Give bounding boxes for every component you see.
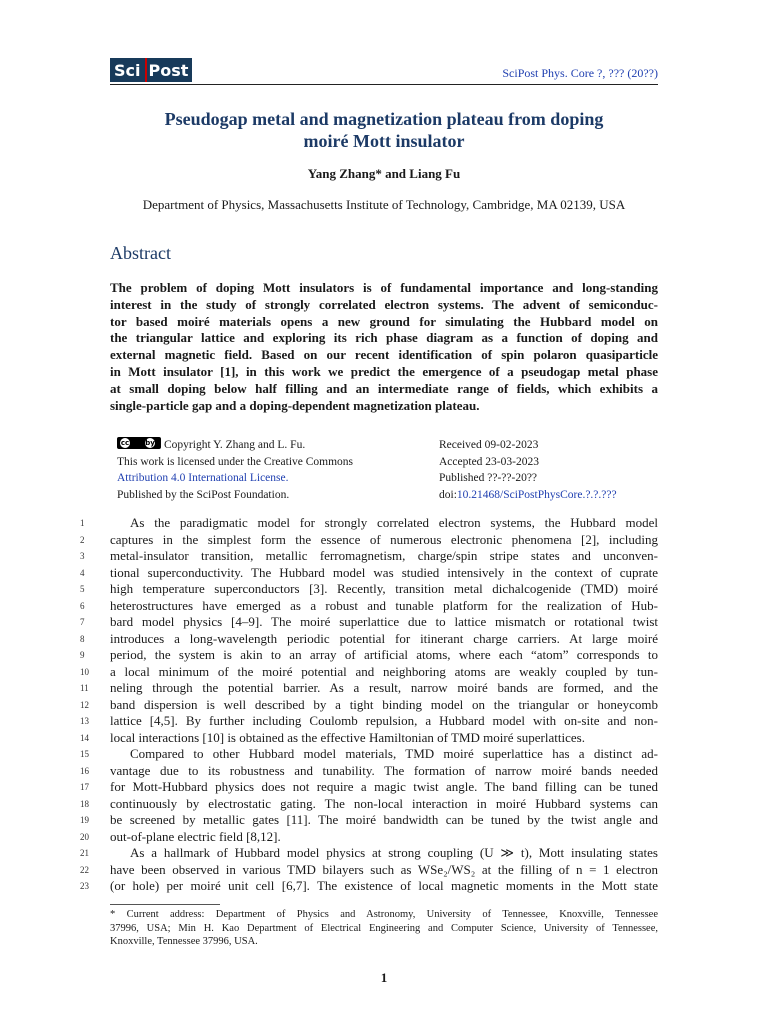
title-line-1: Pseudogap metal and magnetization plateau from doping: [164, 109, 604, 129]
body-line-text: period, the system is akin to an array of artificial atoms, where each “atom” corresponds to: [110, 647, 658, 662]
body-line-text: vantage due to its robustness and tunability. The formation of narrow moiré bands needed: [110, 762, 658, 778]
footnote-line: * Current address: Department of Physics and Astronomy, University of Tennessee, Knoxville, Tennessee: [110, 909, 658, 920]
body-line-text: As the paradigmatic model for strongly correlated electron systems, the Hubbard model: [130, 515, 658, 530]
published-date: Published ??-??-20??: [439, 472, 538, 484]
doi-prefix: doi:: [439, 488, 457, 501]
footnote-line: 37996, USA; Min H. Kao Department of Electrical Engineering and Computer Science, University of Tennessee,: [110, 922, 658, 934]
line-number: 14: [80, 732, 89, 743]
copyright-line: [117, 437, 417, 454]
body-line-text: lattice [4,5]. By further including Coulomb repulsion, a Hubbard model with on-site and non-: [110, 713, 658, 728]
body-line-text: a local minimum of the moiré potential and neighboring atoms are weakly coupled by tun-: [110, 663, 658, 679]
abstract-line: external magnetic field. Based on our recent identification of spin polaron quasiparticle: [110, 347, 658, 363]
body-line: [80, 878, 658, 895]
abstract-heading: Abstract: [110, 243, 171, 263]
doi-line: [439, 487, 659, 504]
line-number: 3: [80, 551, 85, 561]
cc-label: cc: [120, 439, 130, 447]
line-number: 18: [80, 798, 89, 809]
line-number: 22: [80, 864, 89, 875]
license-link[interactable]: Attribution 4.0 International License.: [117, 472, 289, 484]
scipost-logo: [110, 58, 192, 82]
line-number: 19: [80, 815, 89, 825]
by-label: by: [145, 439, 155, 447]
body-line: [80, 746, 658, 763]
line-number: 5: [80, 584, 85, 594]
page-header: [110, 58, 658, 85]
abstract-line: tor based moiré materials opens a new ground for simulating the Hubbard model on: [110, 313, 658, 329]
body-line-text: tional superconductivity. The Hubbard model was studied intensively in the context of cuprate: [110, 564, 658, 580]
line-number: 9: [80, 650, 85, 660]
journal-reference[interactable]: SciPost Phys. Core ?, ??? (20??): [502, 66, 658, 80]
body-line-text: Compared to other Hubbard model materials, TMD moiré superlattice has a distinct ad-: [130, 746, 658, 761]
logo-post: Post: [145, 58, 193, 82]
body-line-text: have been observed in various TMD bilayers such as WSe₂/WS₂ at the filling of n = 1 electron: [110, 861, 658, 877]
publisher-line: Published by the SciPost Foundation.: [117, 488, 290, 501]
line-number: 21: [80, 848, 89, 858]
body-line: [80, 762, 658, 780]
body-line-text: neling through the potential barrier. As a result, narrow moiré bands are formed, and the: [110, 680, 658, 695]
license-line: This work is licensed under the Creative Commons: [117, 455, 354, 468]
body-line: [80, 696, 658, 714]
page-number: 1: [380, 970, 388, 985]
body-line: [80, 713, 658, 730]
body-line: [80, 729, 658, 747]
body-line-text: bard model physics [4–9]. The moiré superlattice due to lattice mismatch or rotational twist: [110, 614, 658, 629]
body-line-text: be screened by metallic gates [11]. The moiré bandwidth can be tuned by the twist angle and: [110, 812, 658, 827]
line-number: 23: [80, 881, 89, 891]
abstract-text: [110, 280, 658, 414]
license-column: [117, 437, 417, 503]
body-line: [80, 779, 658, 796]
body-line: [80, 812, 658, 829]
line-number: 8: [80, 633, 85, 644]
body-line-text: heterostructures have emerged as a robust and tunable platform for the realization of Hub-: [110, 597, 658, 613]
authors: Yang Zhang* and Liang Fu: [307, 166, 461, 181]
body-line: [80, 581, 658, 598]
body-line: [80, 548, 658, 565]
footnote-line: Knoxville, Tennessee 37996, USA.: [110, 936, 258, 947]
body-line: [80, 531, 658, 549]
body-line: [80, 630, 658, 648]
body-line: [80, 795, 658, 813]
accepted-date: Accepted 23-03-2023: [439, 455, 539, 468]
line-number: 2: [80, 534, 85, 545]
line-number: 11: [80, 683, 89, 693]
line-number: 15: [80, 749, 89, 759]
doi-link[interactable]: 10.21468/SciPostPhysCore.?.?.???: [456, 488, 617, 501]
body-line-text: metal-insulator transition, metallic ferromagnetism, charge/spin stripe states and unconven-: [110, 548, 658, 563]
affiliation: Department of Physics, Massachusetts Institute of Technology, Cambridge, MA 02139, USA: [142, 197, 626, 212]
body-line: [80, 861, 658, 879]
received-date: Received 09-02-2023: [439, 439, 539, 451]
logo-sci: Sci: [110, 58, 145, 82]
dates-column: [439, 437, 659, 503]
cc-by-icon[interactable]: [117, 437, 161, 449]
body-line: [80, 564, 658, 582]
line-number: 17: [80, 782, 89, 792]
body-line-text: out-of-plane electric field [8,12].: [110, 828, 281, 844]
line-number: 1: [80, 518, 85, 528]
body-line: [80, 597, 658, 615]
body-line-text: for Mott-Hubbard physics does not require a magic twist angle. The band filling can be tuned: [110, 779, 658, 794]
paper-title: [110, 108, 658, 152]
body-line-text: introduces a long-wavelength periodic potential for itinerant charge carriers. At large moiré: [110, 630, 658, 646]
line-number: 4: [80, 567, 85, 578]
abstract-line: single-particle gap and a doping-dependent magnetization plateau.: [110, 397, 480, 413]
body-line: [80, 647, 658, 664]
footnote-rule: [110, 904, 220, 905]
line-number: 7: [80, 617, 85, 627]
body-line-text: captures in the simplest form the essence of numerous electronic phenomena [2], including: [110, 531, 658, 547]
body-line: [80, 614, 658, 631]
body-line-text: local interactions [10] is obtained as the effective Hamiltonian of TMD moiré superlattices.: [110, 729, 585, 745]
body-line: [80, 515, 658, 532]
body-line: [80, 845, 658, 862]
title-line-2: moiré Mott insulator: [303, 131, 465, 151]
line-number: 13: [80, 716, 89, 726]
body-line: [80, 828, 658, 846]
line-number: 12: [80, 699, 89, 710]
abstract-line: the triangular lattice and exploring its rich phase diagram as a function of doping and: [110, 330, 658, 346]
body-line-text: high temperature superconductors [3]. Recently, transition metal dichalcogenide (TMD) moiré: [110, 581, 658, 596]
body-line-text: As a hallmark of Hubbard model physics at strong coupling (U ≫ t), Mott insulating states: [130, 845, 658, 860]
abstract-line: in Mott insulator [1], in this work we predict the emergence of a pseudogap metal phase: [110, 363, 658, 379]
footnote: [110, 908, 658, 949]
body-line: [80, 680, 658, 697]
line-number: 10: [80, 666, 89, 677]
abstract-line: interest in the study of strongly correlated electron systems. The advent of semiconduc-: [110, 296, 658, 312]
abstract-line: at small doping below half filling and an intermediate range of fields, which exhibits a: [110, 380, 658, 396]
body-line: [80, 663, 658, 681]
body-line-text: (or hole) per moiré unit cell [6,7]. The existence of local magnetic moments in the Mott state: [110, 878, 658, 893]
abstract-line: The problem of doping Mott insulators is of fundamental importance and long-standing: [110, 280, 658, 295]
body-line-text: band dispersion is well described by a tight binding model on the triangular or honeycomb: [110, 696, 658, 712]
line-number: 6: [80, 600, 85, 611]
copyright-text: Copyright Y. Zhang and L. Fu.: [164, 439, 306, 451]
line-number: 16: [80, 765, 89, 776]
body-line-text: continuously by electrostatic gating. The non-local interaction in moiré Hubbard systems can: [110, 795, 658, 811]
body-text: [80, 515, 658, 895]
line-number: 20: [80, 831, 89, 842]
